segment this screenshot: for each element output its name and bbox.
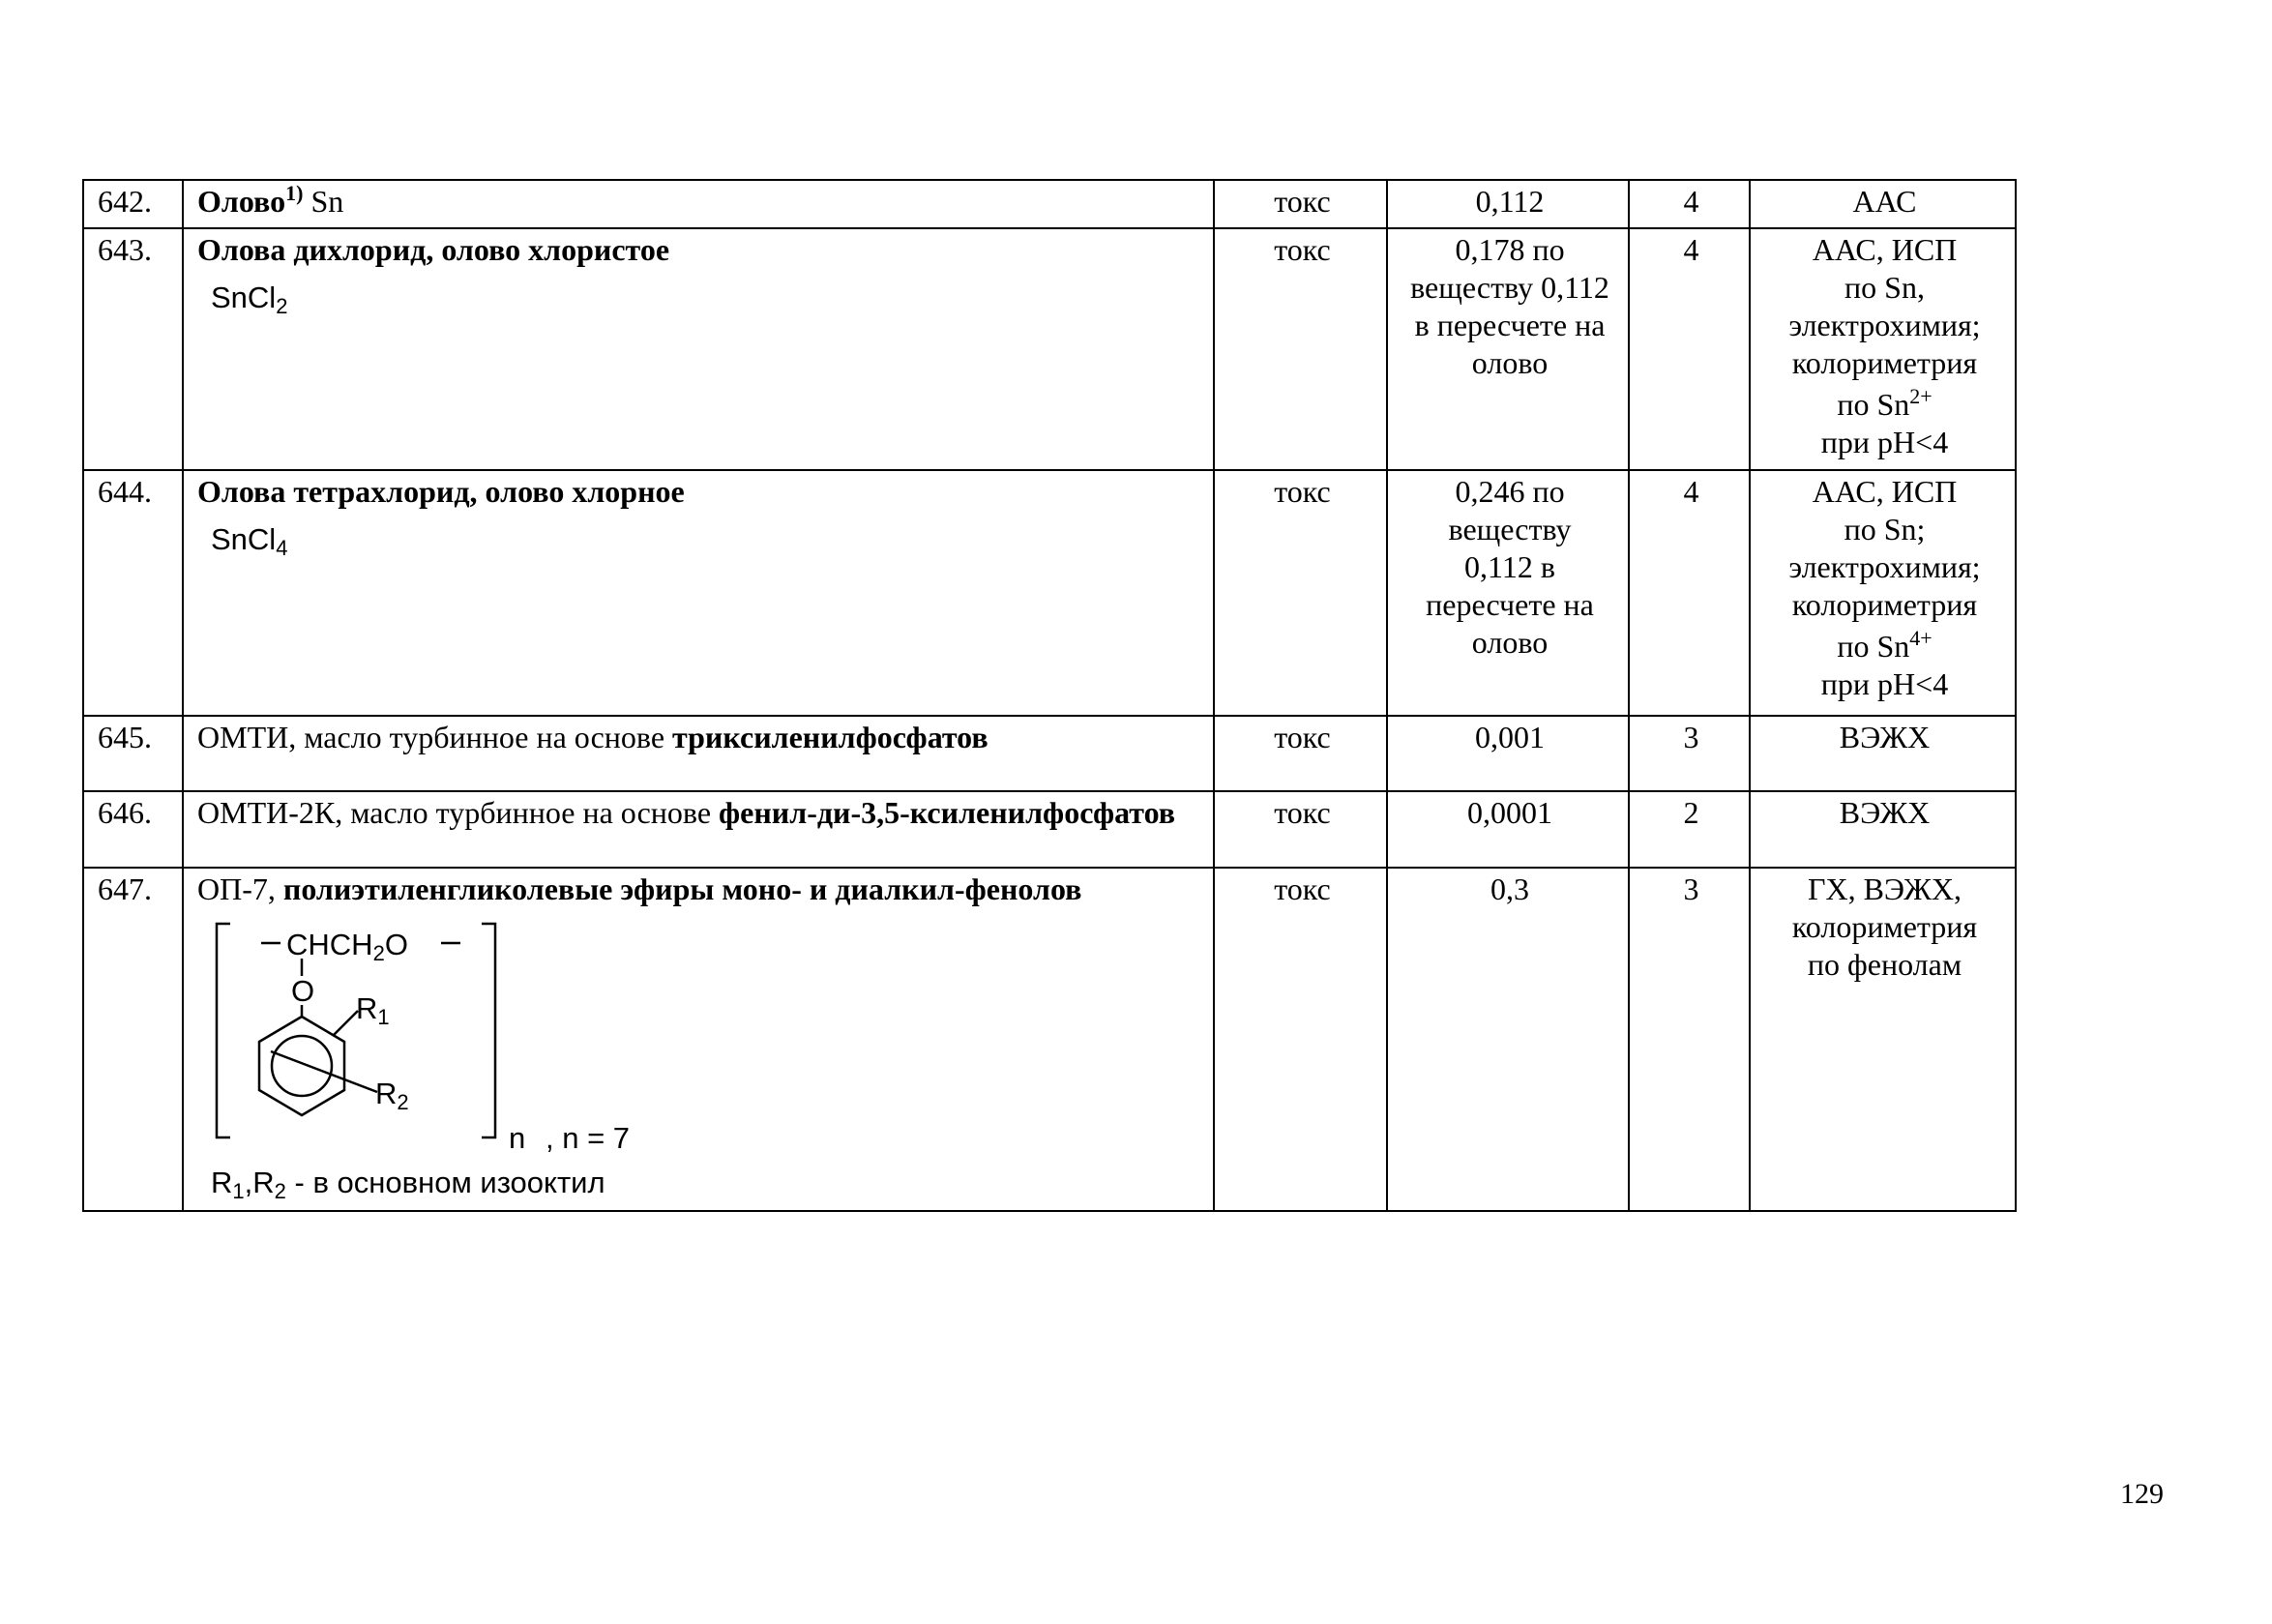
structure-n-value: , n = 7: [546, 1121, 631, 1155]
hazard-indicator: токс: [1214, 180, 1387, 228]
concentration-value: 0,3: [1387, 868, 1629, 1211]
chemical-formula: SnCl$_4$: [211, 522, 288, 560]
structure-chain: CHCH2O: [286, 928, 408, 965]
table-row: [83, 791, 2016, 868]
chemical-formula: SnCl$_2$: [211, 281, 288, 318]
substance-name: ОМТИ, масло турбинное на основе триксиленилфосфатов: [183, 716, 1214, 791]
hazard-class: 4: [1629, 470, 1750, 716]
hazard-class: 3: [1629, 716, 1750, 791]
hazard-class: 4: [1629, 228, 1750, 470]
concentration-value: 0,0001: [1387, 791, 1629, 868]
analysis-method: ААС: [1750, 180, 2016, 228]
hazard-class: 2: [1629, 791, 1750, 868]
substance-name: Олова тетрахлорид, олово хлорное SnCl$_4$: [183, 470, 1214, 716]
analysis-method: ГХ, ВЭЖХ, колориметрия по фенолам: [1750, 868, 2016, 1211]
hazard-indicator: токс: [1214, 470, 1387, 716]
row-number: 647.: [83, 868, 183, 1211]
page-number: 129: [2120, 1478, 2164, 1510]
table-row: [83, 470, 2016, 716]
hazard-indicator: токс: [1214, 716, 1387, 791]
substance-name: ОМТИ-2К, масло турбинное на основе фенил-ди-3,5-ксиленилфосфатов: [183, 791, 1214, 868]
substances-table: [82, 179, 2017, 1212]
analysis-method: ААС, ИСП по Sn; электрохимия; колориметрия по $Sn^{4+}$ при рН<4: [1750, 470, 2016, 716]
table-row: [83, 228, 2016, 470]
concentration-value: 0,112: [1387, 180, 1629, 228]
row-number: 642.: [83, 180, 183, 228]
table-row: [83, 716, 2016, 791]
analysis-method: ВЭЖХ: [1750, 791, 2016, 868]
hazard-class: 4: [1629, 180, 1750, 228]
row-number: 645.: [83, 716, 183, 791]
structure-oxygen: O: [291, 974, 315, 1008]
substance-name: ОП-7, полиэтиленгликолевые эфиры моно- и диалкил-фенолов CHCH2O O R1 R2 n , n = 7 $R_1,R_2$ - в основном изооктил: [183, 868, 1214, 1211]
hazard-class: 3: [1629, 868, 1750, 1211]
structure-r1: R1: [356, 991, 390, 1029]
substituent-note: $R_1,R_2$ - в основном изооктил: [211, 1166, 605, 1203]
hazard-indicator: токс: [1214, 228, 1387, 470]
table-row: [83, 868, 2016, 1211]
row-number: 643.: [83, 228, 183, 470]
concentration-value: 0,178 по веществу 0,112 в пересчете на олово: [1387, 228, 1629, 470]
substance-name: Олова дихлорид, олово хлористое SnCl$_2$: [183, 228, 1214, 470]
table-row: [83, 180, 2016, 228]
structural-formula: [203, 910, 687, 1160]
concentration-value: 0,001: [1387, 716, 1629, 791]
hazard-indicator: токс: [1214, 791, 1387, 868]
structure-index: n: [509, 1121, 526, 1155]
concentration-value: 0,246 по веществу 0,112 в пересчете на олово: [1387, 470, 1629, 716]
row-number: 644.: [83, 470, 183, 716]
structure-r2: R2: [375, 1077, 409, 1114]
analysis-method: ВЭЖХ: [1750, 716, 2016, 791]
row-number: 646.: [83, 791, 183, 868]
analysis-method: ААС, ИСП по Sn, электрохимия; колориметрия по $Sn^{2+}$ при рН<4: [1750, 228, 2016, 470]
hazard-indicator: токс: [1214, 868, 1387, 1211]
substance-name: Олово$^{1)}$ Sn: [183, 180, 1214, 228]
